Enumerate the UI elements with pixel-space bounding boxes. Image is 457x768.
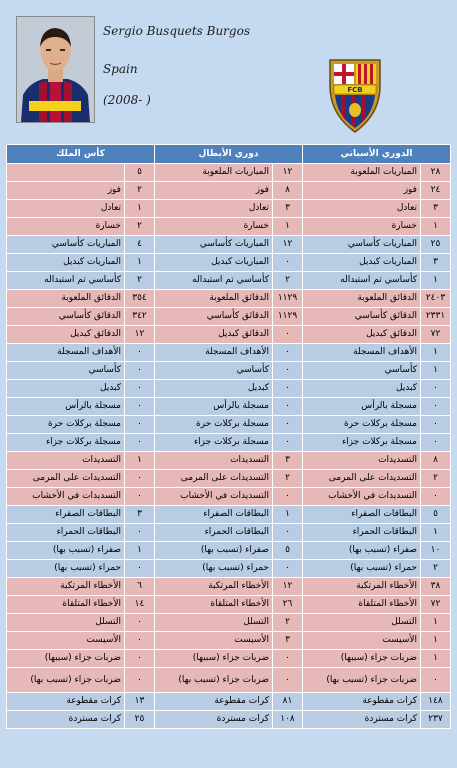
kings-cup-label: مسجلة بركلات جزاء (7, 434, 125, 452)
champions-league-label: الأهداف المسجلة (155, 344, 273, 362)
stats-body (7, 164, 451, 729)
kings-cup-value: ٠ (125, 668, 155, 693)
table-row (7, 488, 451, 506)
champions-league-label: مسجلة بالرأس (155, 398, 273, 416)
champions-league-label: صفراء (تسبب بها) (155, 542, 273, 560)
la-liga-label: كرات مستردة (303, 711, 421, 729)
la-liga-value: ٢٤٠٣ (421, 290, 451, 308)
la-liga-value: ٠ (421, 416, 451, 434)
table-row (7, 470, 451, 488)
la-liga-value: ٢٣٧ (421, 711, 451, 729)
table-row (7, 290, 451, 308)
champions-league-value: ٣ (273, 452, 303, 470)
kings-cup-label: كبديل (7, 380, 125, 398)
champions-league-value: ٠ (273, 344, 303, 362)
kings-cup-label: التسديدات في الأخشاب (7, 488, 125, 506)
champions-league-label: مسجلة بركلات جزاء (155, 434, 273, 452)
champions-league-value: ٢ (273, 614, 303, 632)
champions-league-value: ٠ (273, 488, 303, 506)
table-row (7, 693, 451, 711)
la-liga-value: ١٤٨ (421, 693, 451, 711)
player-photo (16, 16, 95, 123)
la-liga-value: ٢٥ (421, 236, 451, 254)
la-liga-label: مسجلة بركلات جزاء (303, 434, 421, 452)
kings-cup-label: خسارة (7, 218, 125, 236)
table-row (7, 362, 451, 380)
champions-league-value: ٢ (273, 272, 303, 290)
header-champions-league: دوري الأبطال (155, 145, 303, 164)
la-liga-value: ٧٢ (421, 326, 451, 344)
champions-league-label: المباريات كأساسي (155, 236, 273, 254)
champions-league-value: ٠ (273, 434, 303, 452)
la-liga-label: الدقائق كأساسي (303, 308, 421, 326)
table-row (7, 614, 451, 632)
table-row (7, 668, 451, 693)
fcb-crest-logo (326, 56, 384, 134)
kings-cup-value: ٠ (125, 560, 155, 578)
kings-cup-label: التسديدات على المرمى (7, 470, 125, 488)
champions-league-value: ٣ (273, 632, 303, 650)
table-row (7, 596, 451, 614)
champions-league-label: الدقائق كبديل (155, 326, 273, 344)
champions-league-label: كبديل (155, 380, 273, 398)
la-liga-label: المباريات كأساسي (303, 236, 421, 254)
kings-cup-label: ضربات جزاء (تسبب بها) (7, 668, 125, 693)
kings-cup-value: ٢ (125, 218, 155, 236)
champions-league-value: ٠ (273, 416, 303, 434)
kings-cup-value: ١ (125, 452, 155, 470)
la-liga-label: حمراء (تسبب بها) (303, 560, 421, 578)
champions-league-label: كرات مستردة (155, 711, 273, 729)
la-liga-value: ٢٤ (421, 182, 451, 200)
champions-league-label: الأخطاء المرتكبة (155, 578, 273, 596)
kings-cup-label: الدقائق الملعوبة (7, 290, 125, 308)
champions-league-label: الأسيست (155, 632, 273, 650)
table-row (7, 380, 451, 398)
kings-cup-label: الأهداف المسجلة (7, 344, 125, 362)
kings-cup-label: البطاقات الصفراء (7, 506, 125, 524)
kings-cup-label: المباريات كبديل (7, 254, 125, 272)
kings-cup-value: ٠ (125, 632, 155, 650)
kings-cup-value: ١٢ (125, 326, 155, 344)
la-liga-label: كأساسي تم استبداله (303, 272, 421, 290)
la-liga-value: ١ (421, 272, 451, 290)
la-liga-value: ٠ (421, 668, 451, 693)
kings-cup-label: الدقائق كأساسي (7, 308, 125, 326)
kings-cup-value: ١٣ (125, 693, 155, 711)
champions-league-label: التسديدات (155, 452, 273, 470)
table-row (7, 711, 451, 729)
la-liga-label: الدقائق الملعوبة (303, 290, 421, 308)
champions-league-label: الدقائق كأساسي (155, 308, 273, 326)
champions-league-value: ١٢ (273, 236, 303, 254)
kings-cup-label: الأخطاء المتلقاة (7, 596, 125, 614)
la-liga-value: ١ (421, 524, 451, 542)
champions-league-label: الأخطاء المتلقاة (155, 596, 273, 614)
table-row (7, 578, 451, 596)
table-row (7, 182, 451, 200)
table-row (7, 218, 451, 236)
table-row (7, 452, 451, 470)
kings-cup-value: ٠ (125, 650, 155, 668)
kings-cup-value: ٥ (125, 164, 155, 182)
champions-league-label: تعادل (155, 200, 273, 218)
table-row (7, 560, 451, 578)
champions-league-value: ٥ (273, 542, 303, 560)
champions-league-label: التسلل (155, 614, 273, 632)
kings-cup-label: صفراء (تسبب بها) (7, 542, 125, 560)
table-row (7, 542, 451, 560)
la-liga-value: ١ (421, 344, 451, 362)
la-liga-value: ٨ (421, 452, 451, 470)
kings-cup-value: ١ (125, 200, 155, 218)
la-liga-value: ٣٨ (421, 578, 451, 596)
champions-league-label: التسديدات في الأخشاب (155, 488, 273, 506)
la-liga-label: البطاقات الحمراء (303, 524, 421, 542)
la-liga-value: ٢٨ (421, 164, 451, 182)
kings-cup-label: كأساسي (7, 362, 125, 380)
la-liga-value: ٢ (421, 470, 451, 488)
la-liga-label: التسديدات (303, 452, 421, 470)
la-liga-label: مسجلة بالرأس (303, 398, 421, 416)
kings-cup-label: كرات مقطوعة (7, 693, 125, 711)
kings-cup-label: فوز (7, 182, 125, 200)
la-liga-label: صفراء (تسبب بها) (303, 542, 421, 560)
kings-cup-label: كأساسي تم استبداله (7, 272, 125, 290)
champions-league-value: ٨١ (273, 693, 303, 711)
table-row (7, 254, 451, 272)
kings-cup-value: ٣٤٢ (125, 308, 155, 326)
kings-cup-label: مسجلة بركلات حرة (7, 416, 125, 434)
kings-cup-label: حمراء (تسبب بها) (7, 560, 125, 578)
kings-cup-value: ٢٥ (125, 711, 155, 729)
player-country: Spain (103, 62, 138, 76)
champions-league-value: ٣ (273, 200, 303, 218)
kings-cup-label: ضربات جزاء (سببها) (7, 650, 125, 668)
la-liga-label: المباريات كبديل (303, 254, 421, 272)
champions-league-value: ١٠٨ (273, 711, 303, 729)
kings-cup-value: ٠ (125, 416, 155, 434)
la-liga-value: ٠ (421, 380, 451, 398)
kings-cup-label: الأسيست (7, 632, 125, 650)
kings-cup-value: ٦ (125, 578, 155, 596)
champions-league-value: ٠ (273, 362, 303, 380)
la-liga-label: خسارة (303, 218, 421, 236)
header-la-liga: الدوري الأسباني (303, 145, 451, 164)
la-liga-value: ٣ (421, 200, 451, 218)
champions-league-value: ١٢ (273, 578, 303, 596)
kings-cup-value: ٠ (125, 380, 155, 398)
la-liga-label: الدقائق كبديل (303, 326, 421, 344)
table-row (7, 650, 451, 668)
la-liga-label: التسديدات على المرمى (303, 470, 421, 488)
la-liga-label: مسجلة بركلات حرة (303, 416, 421, 434)
champions-league-value: ٢ (273, 470, 303, 488)
kings-cup-label: مسجلة بالرأس (7, 398, 125, 416)
table-row (7, 326, 451, 344)
kings-cup-label: البطاقات الحمراء (7, 524, 125, 542)
player-years: (2008- ) (103, 93, 151, 107)
la-liga-value: ٠ (421, 434, 451, 452)
champions-league-value: ١٢ (273, 164, 303, 182)
kings-cup-label: الأخطاء المرتكبة (7, 578, 125, 596)
la-liga-value: ١٠ (421, 542, 451, 560)
champions-league-value: ١ (273, 506, 303, 524)
champions-league-value: ٠ (273, 560, 303, 578)
champions-league-value: ١ (273, 218, 303, 236)
kings-cup-label: المباريات كأساسي (7, 236, 125, 254)
table-row (7, 344, 451, 362)
la-liga-value: ٢٣٣١ (421, 308, 451, 326)
champions-league-label: فوز (155, 182, 273, 200)
la-liga-value: ٢ (421, 560, 451, 578)
kings-cup-label: كرات مستردة (7, 711, 125, 729)
la-liga-value: ١ (421, 614, 451, 632)
champions-league-label: ضربات جزاء (تسبب بها) (155, 668, 273, 693)
kings-cup-label: التسديدات (7, 452, 125, 470)
la-liga-label: ضربات جزاء (سببها) (303, 650, 421, 668)
la-liga-label: المباريات الملعوبة (303, 164, 421, 182)
champions-league-label: المباريات كبديل (155, 254, 273, 272)
la-liga-label: كبديل (303, 380, 421, 398)
champions-league-value: ٠ (273, 326, 303, 344)
champions-league-value: ٠ (273, 380, 303, 398)
kings-cup-label: الدقائق كبديل (7, 326, 125, 344)
la-liga-label: الأهداف المسجلة (303, 344, 421, 362)
table-row (7, 272, 451, 290)
champions-league-label: خسارة (155, 218, 273, 236)
kings-cup-value: ١٤ (125, 596, 155, 614)
stats-table (6, 144, 451, 729)
table-row (7, 416, 451, 434)
kings-cup-value: ١ (125, 542, 155, 560)
champions-league-label: كرات مقطوعة (155, 693, 273, 711)
la-liga-value: ٠ (421, 398, 451, 416)
champions-league-label: مسجلة بركلات حرة (155, 416, 273, 434)
champions-league-label: كأساسي (155, 362, 273, 380)
la-liga-label: البطاقات الصفراء (303, 506, 421, 524)
table-row (7, 524, 451, 542)
kings-cup-value: ٠ (125, 614, 155, 632)
champions-league-label: كأساسي تم استبداله (155, 272, 273, 290)
table-header-row (7, 145, 451, 164)
table-row (7, 434, 451, 452)
la-liga-label: كأساسي (303, 362, 421, 380)
la-liga-value: ١ (421, 650, 451, 668)
la-liga-value: ٥ (421, 506, 451, 524)
champions-league-value: ٠ (273, 398, 303, 416)
table-row (7, 308, 451, 326)
table-row (7, 200, 451, 218)
champions-league-value: ٨ (273, 182, 303, 200)
la-liga-label: كرات مقطوعة (303, 693, 421, 711)
la-liga-label: فوز (303, 182, 421, 200)
champions-league-value: ٠ (273, 524, 303, 542)
kings-cup-value: ٣ (125, 506, 155, 524)
kings-cup-value: ٣٥٤ (125, 290, 155, 308)
kings-cup-value: ٠ (125, 524, 155, 542)
player-header (0, 0, 457, 140)
table-row (7, 236, 451, 254)
champions-league-value: ٠ (273, 650, 303, 668)
la-liga-value: ١ (421, 362, 451, 380)
kings-cup-label: تعادل (7, 200, 125, 218)
la-liga-label: الأسيست (303, 632, 421, 650)
header-kings-cup: كأس الملك (7, 145, 155, 164)
champions-league-label: المباريات الملعوبة (155, 164, 273, 182)
kings-cup-label: التسلل (7, 614, 125, 632)
la-liga-label: الأخطاء المرتكبة (303, 578, 421, 596)
champions-league-value: ٠ (273, 668, 303, 693)
la-liga-value: ١ (421, 632, 451, 650)
la-liga-label: ضربات جزاء (تسبب بها) (303, 668, 421, 693)
kings-cup-value: ٠ (125, 362, 155, 380)
kings-cup-value: ١ (125, 254, 155, 272)
champions-league-label: ضربات جزاء (سببها) (155, 650, 273, 668)
la-liga-label: الأخطاء المتلقاة (303, 596, 421, 614)
champions-league-value: ٢٦ (273, 596, 303, 614)
kings-cup-value: ٤ (125, 236, 155, 254)
table-row (7, 632, 451, 650)
kings-cup-value: ٠ (125, 434, 155, 452)
la-liga-value: ٧٢ (421, 596, 451, 614)
champions-league-label: حمراء (تسبب بها) (155, 560, 273, 578)
la-liga-value: ١ (421, 218, 451, 236)
la-liga-label: التسلل (303, 614, 421, 632)
kings-cup-value: ٢ (125, 182, 155, 200)
player-name: Sergio Busquets Burgos (103, 24, 250, 38)
la-liga-label: تعادل (303, 200, 421, 218)
kings-cup-label (7, 164, 125, 182)
table-row (7, 506, 451, 524)
champions-league-value: ٠ (273, 254, 303, 272)
kings-cup-value: ٢ (125, 272, 155, 290)
la-liga-label: التسديدات في الأخشاب (303, 488, 421, 506)
champions-league-label: التسديدات على المرمى (155, 470, 273, 488)
la-liga-value: ٣ (421, 254, 451, 272)
champions-league-value: ١١٢٩ (273, 308, 303, 326)
table-row (7, 398, 451, 416)
table-row (7, 164, 451, 182)
kings-cup-value: ٠ (125, 344, 155, 362)
la-liga-value: ٠ (421, 488, 451, 506)
kings-cup-value: ٠ (125, 398, 155, 416)
svg-text:FCB: FCB (347, 86, 363, 94)
kings-cup-value: ٠ (125, 470, 155, 488)
champions-league-value: ١١٢٩ (273, 290, 303, 308)
player-portrait-image (17, 17, 94, 122)
kings-cup-value: ٠ (125, 488, 155, 506)
champions-league-label: البطاقات الحمراء (155, 524, 273, 542)
champions-league-label: البطاقات الصفراء (155, 506, 273, 524)
champions-league-label: الدقائق الملعوبة (155, 290, 273, 308)
